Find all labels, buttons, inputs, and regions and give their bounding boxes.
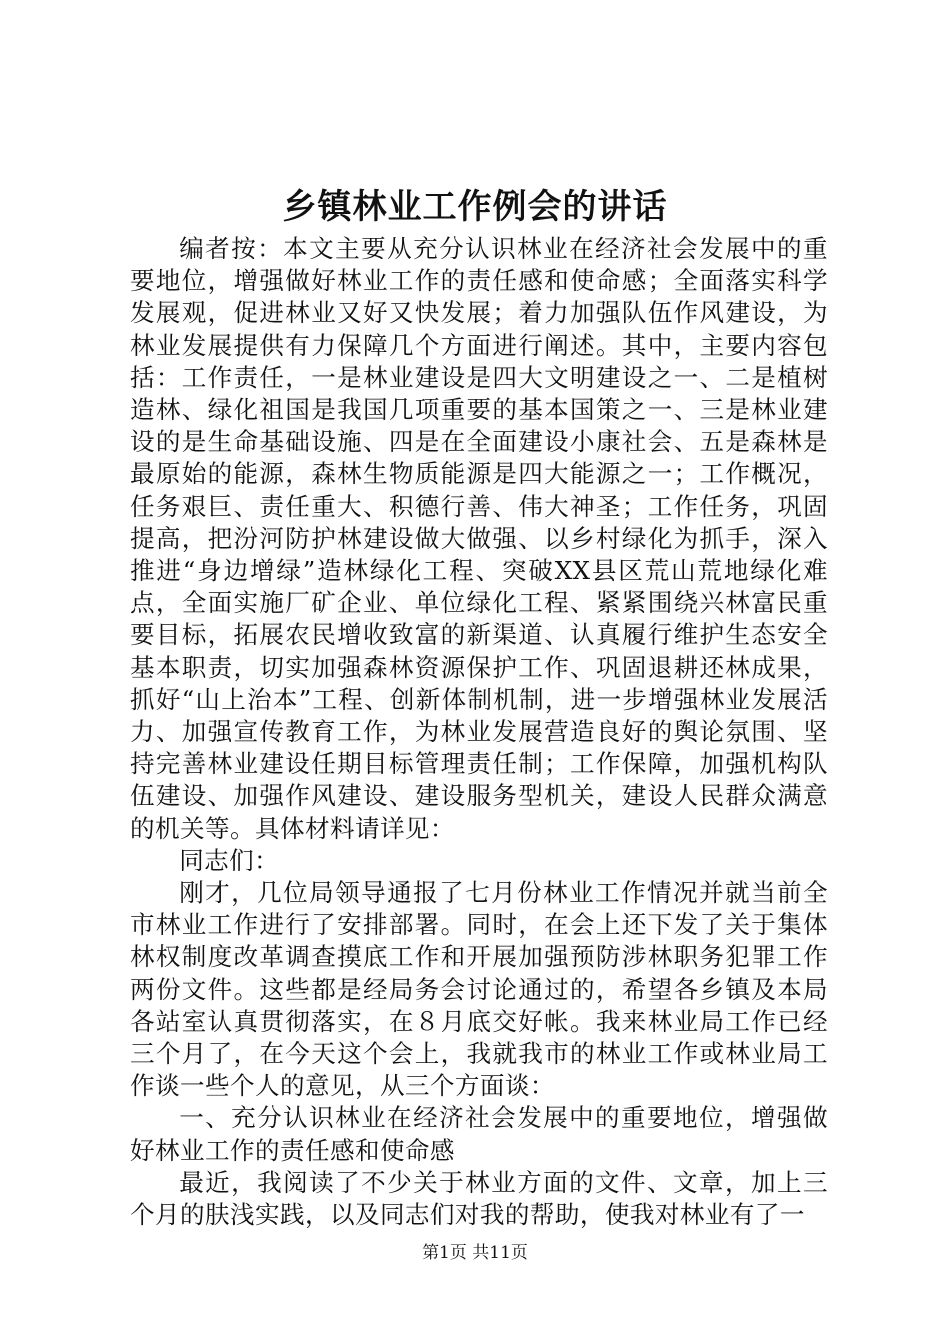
document-title: 乡镇林业工作例会的讲话 [282, 187, 668, 227]
salutation-paragraph: 同志们： [179, 845, 280, 875]
body-paragraph: 刚才，几位局领导通报了七月份林业工作情况并就当前全市林业工作进行了安排部署。同时，在会上还下发了关于集体林权制度改革调查摸底工作和开展加强预防涉林职务犯罪工作两份文件。这些都是经局务会讨论通过的，希望各乡镇及本局各站室认真贯彻落实，在８月底交好帐。我来林业局工作已经三个月了，在今天这个会上，我就我市的林业工作或林业局工作谈一些个人的意见，从三个方面谈： [130, 878, 828, 1101]
section-heading-paragraph: 一、充分认识林业在经济社会发展中的重要地位，增强做好林业工作的责任感和使命感 [130, 1103, 828, 1165]
page-footer: 第1页 共11页 [422, 1243, 528, 1263]
editor-note-paragraph: 编者按：本文主要从充分认识林业在经济社会发展中的重要地位，增强做好林业工作的责任感和使命感；全面落实科学发展观，促进林业又好又快发展；着力加强队伍作风建设，为林业发展提供有力保障几个方面进行阐述。其中，主要内容包括：工作责任，一是林业建设是四大文明建设之一、二是植树造林、绿化祖国是我国几项重要的基本国策之一、三是林业建设的是生命基础设施、四是在全面建设小康社会、五是森林是最原始的能源，森林生物质能源是四大能源之一；工作概况，任务艰巨、责任重大、积德行善、伟大神圣；工作任务，巩固提高，把汾河防护林建设做大做强、以乡村绿化为抓手，深入推进“身边增绿”造林绿化工程、突破XX县区荒山荒地绿化难点，全面实施厂矿企业、单位绿化工程、紧紧围绕兴林富民重要目标，拓展农民增收致富的新渠道、认真履行维护生态安全基本职责，切实加强森林资源保护工作、巩固退耕还林成果，抓好“山上治本”工程、创新体制机制，进一步增强林业发展活力、加强宣传教育工作，为林业发展营造良好的舆论氛围、坚持完善林业建设任期目标管理责任制；工作保障，加强机构队伍建设、加强作风建设、建设服务型机关，建设人民群众满意的机关等。具体材料请详见： [130, 234, 828, 843]
document-body [130, 233, 828, 1231]
body-paragraph: 最近，我阅读了不少关于林业方面的文件、文章，加上三个月的肤浅实践，以及同志们对我的帮助，使我对林业有了一 [130, 1167, 828, 1230]
